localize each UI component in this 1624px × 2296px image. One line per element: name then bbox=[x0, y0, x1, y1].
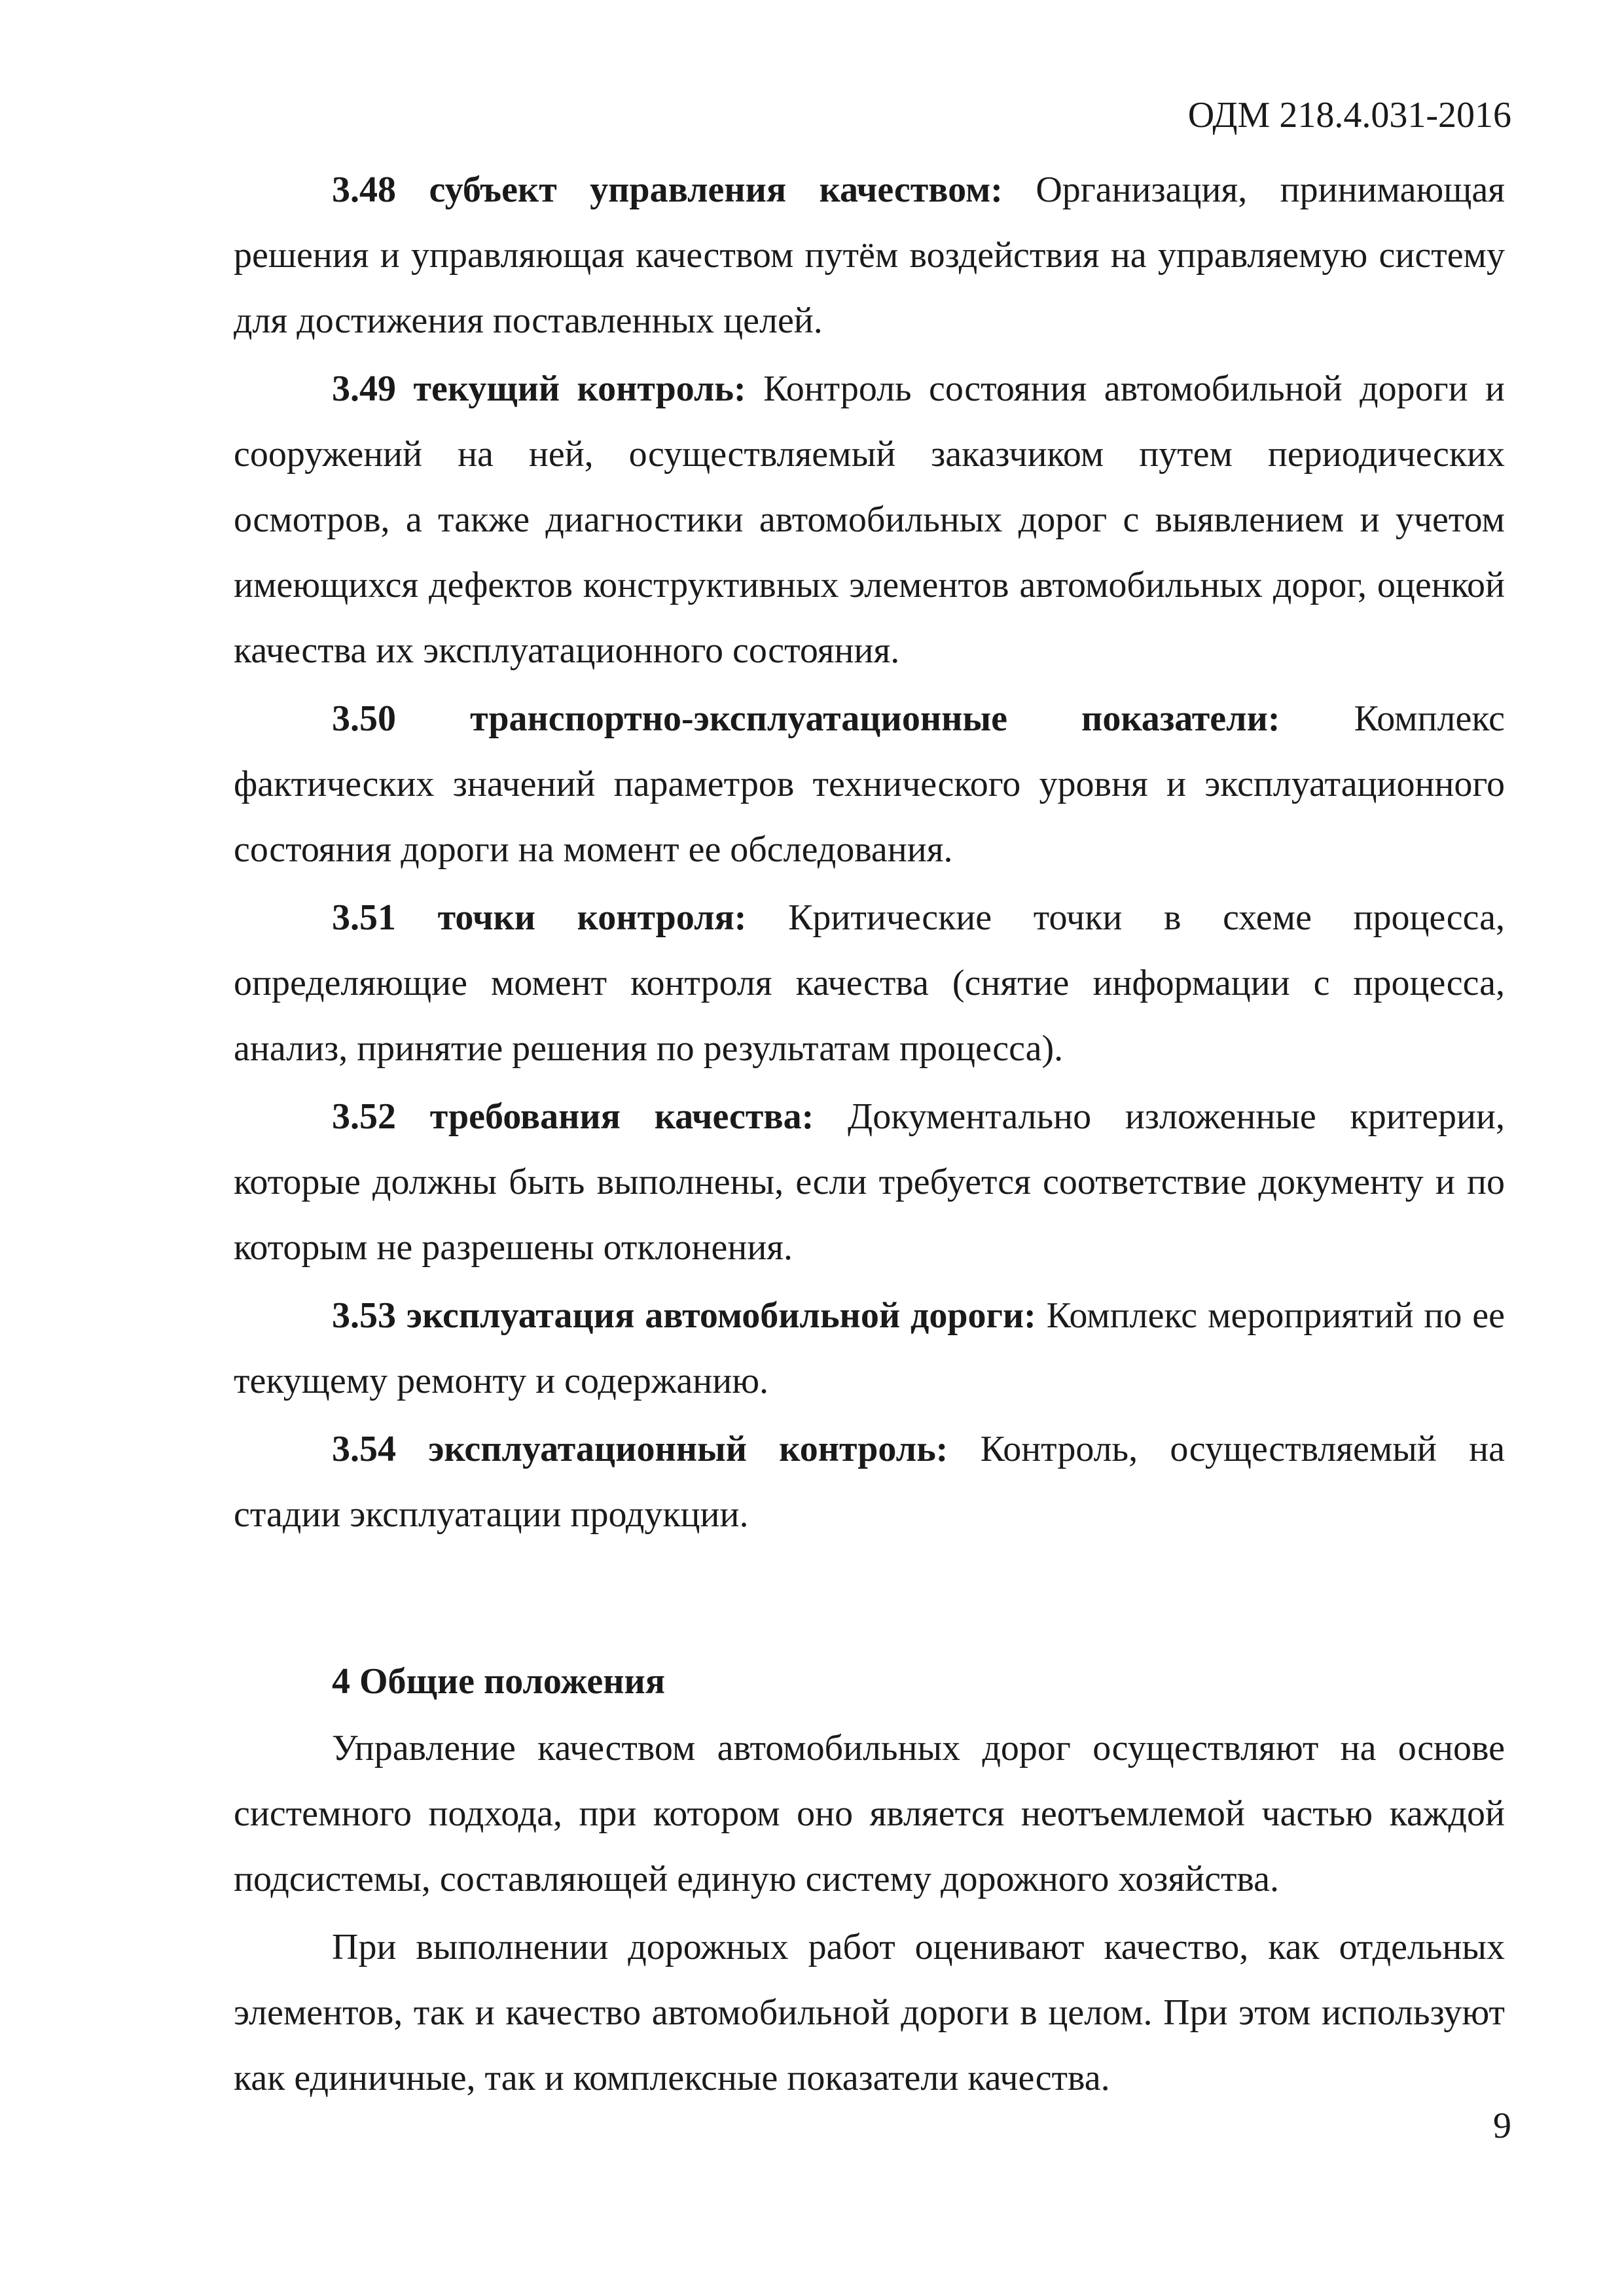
definition-term: 3.53 эксплуатация автомобильной дороги: bbox=[332, 1295, 1036, 1336]
definition-text: Документально изложенные критерии, которые должны быть выполнены, если требуется соответствие документу и по которым не разрешены отклонения. bbox=[234, 1096, 1505, 1268]
definition-term: 3.49 текущий контроль: bbox=[332, 368, 746, 409]
section-paragraph: При выполнении дорожных работ оценивают качество, как отдельных элементов, так и качество автомобильной дороги в целом. При этом используют как единичные, так и комплексные показатели качества. bbox=[234, 1927, 1505, 2098]
definition-3-54 bbox=[234, 1416, 1505, 1547]
definition-text: Организация, принимающая решения и управляющая качеством путём воздействия на управляемую систему для достижения поставленных целей. bbox=[234, 170, 1505, 341]
definition-term: 3.51 точки контроля: bbox=[332, 897, 747, 938]
definition-text: Комплекс мероприятий по ее текущему ремонту и содержанию. bbox=[234, 1295, 1506, 1401]
definition-term: 3.52 требования качества: bbox=[332, 1096, 814, 1137]
definition-term: 3.50 транспортно-эксплуатационные показатели: bbox=[332, 698, 1280, 739]
section-paragraph: Управление качеством автомобильных дорог осуществляют на основе системного подхода, при котором оно является неотъемлемой частью каждой подсистемы, составляющей единую систему дорожного хозяйства. bbox=[234, 1728, 1505, 1899]
definition-term: 3.48 субъект управления качеством: bbox=[332, 170, 1003, 210]
definition-3-51 bbox=[234, 885, 1505, 1081]
definition-3-53 bbox=[234, 1283, 1505, 1414]
definition-3-52 bbox=[234, 1084, 1505, 1280]
page-number: 9 bbox=[1493, 2106, 1511, 2146]
page-body bbox=[234, 157, 1505, 2113]
definition-text: Комплекс фактических значений параметров технического уровня и эксплуатационного состояния дороги на момент ее обследования. bbox=[234, 698, 1505, 870]
definition-text: Контроль состояния автомобильной дороги и сооружений на ней, осуществляемый заказчиком путем периодических осмотров, а также диагностики автомобильных дорог с выявлением и учетом имеющихся дефектов конструктивных элементов автомобильных дорог, оценкой качества их эксплуатационного состояния. bbox=[234, 368, 1505, 671]
definition-text: Контроль, осуществляемый на стадии эксплуатации продукции. bbox=[234, 1429, 1506, 1535]
definition-term: 3.54 эксплуатационный контроль: bbox=[332, 1429, 948, 1469]
definition-3-49 bbox=[234, 356, 1505, 683]
document-code-header: ОДМ 218.4.031-2016 bbox=[1187, 95, 1511, 135]
section-title: 4 Общие положения bbox=[332, 1661, 666, 1702]
definition-3-50 bbox=[234, 686, 1505, 882]
definition-text: Критические точки в схеме процесса, определяющие момент контроля качества (снятие информации с процесса, анализ, принятие решения по результатам процесса). bbox=[234, 897, 1505, 1069]
definition-3-48 bbox=[234, 157, 1505, 353]
